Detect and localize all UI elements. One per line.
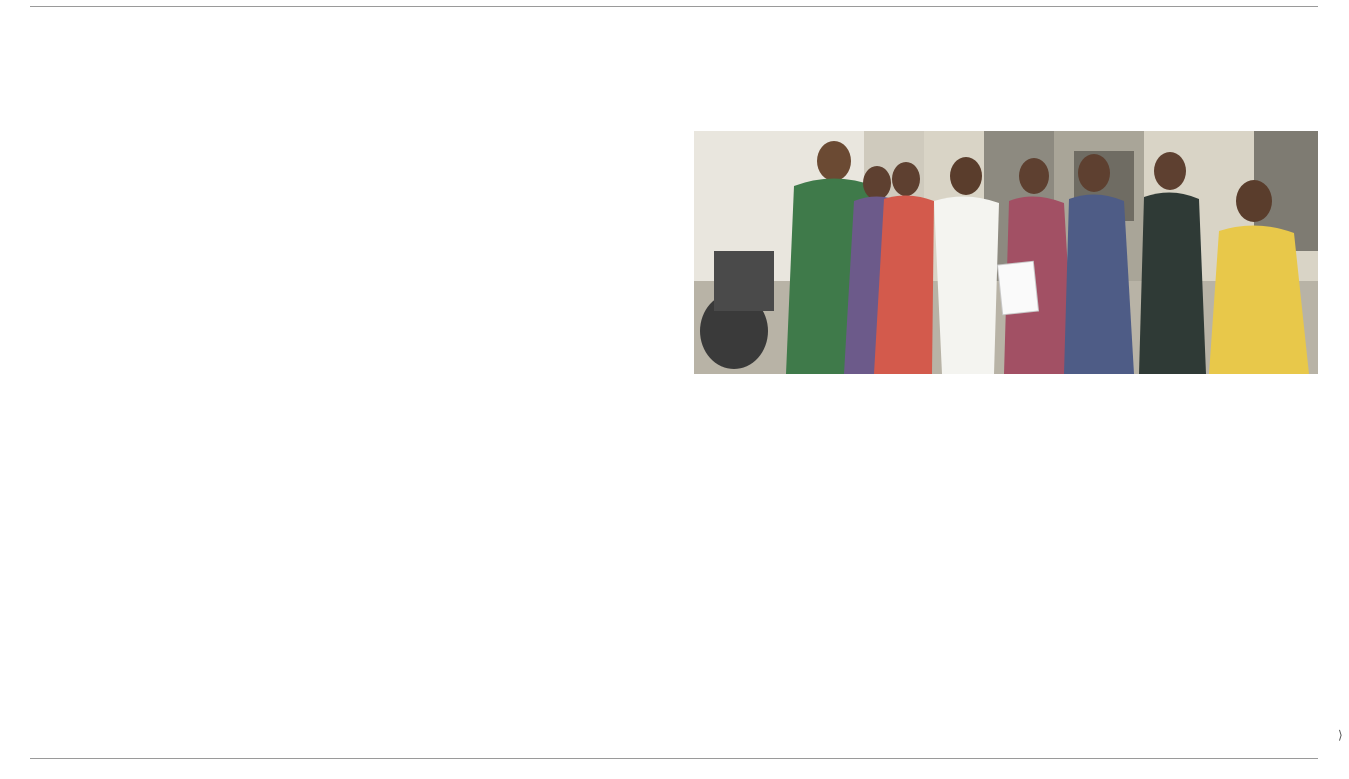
body-text-left-column xyxy=(30,262,660,742)
body-text-right-column xyxy=(685,386,1315,746)
dateline xyxy=(30,213,660,249)
subhead-line-1 xyxy=(30,129,660,165)
headline xyxy=(30,26,1318,106)
corner-mark: ⟩ xyxy=(1338,728,1343,742)
top-rule xyxy=(30,6,1318,7)
news-photo xyxy=(694,131,1318,374)
bottom-rule xyxy=(30,758,1318,759)
subhead-line-2 xyxy=(30,171,660,207)
